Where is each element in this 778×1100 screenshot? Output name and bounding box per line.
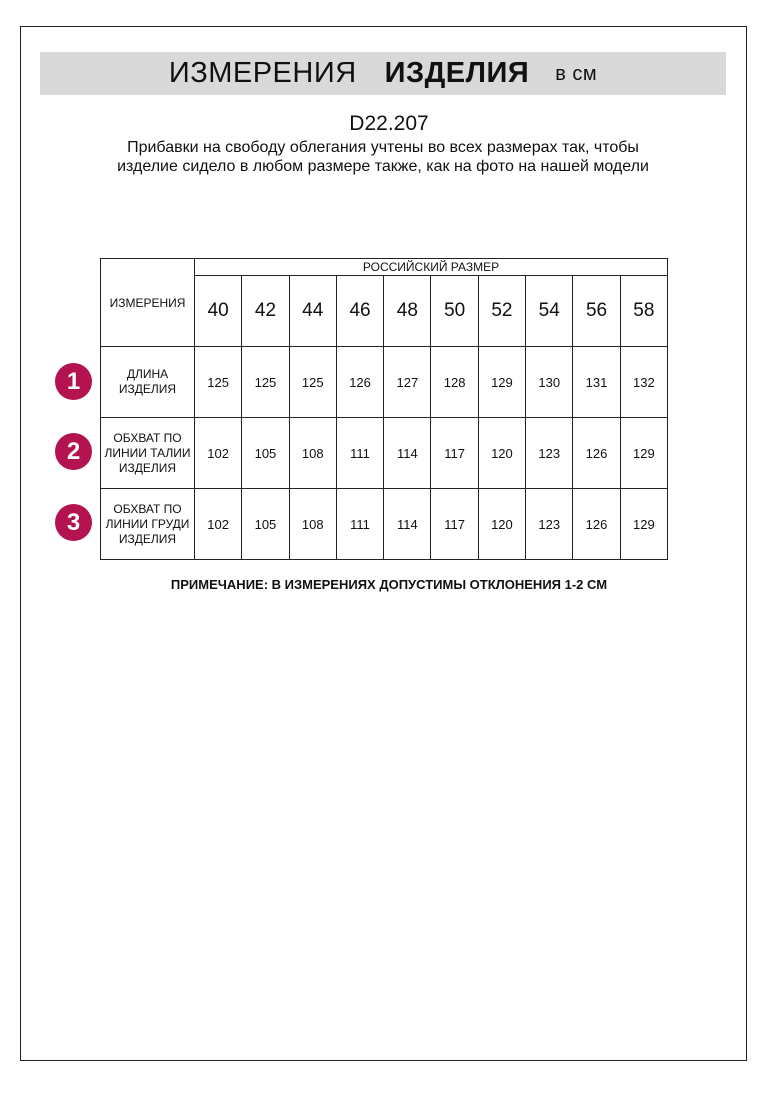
table-cell: 120 [478,418,525,489]
table-cell: 130 [526,347,573,418]
table-cell: 128 [431,347,478,418]
title-unit: в см [555,63,598,85]
table-cell: 102 [195,489,242,560]
row-marker-3: 3 [55,504,92,541]
table-cell: 108 [289,418,336,489]
product-description: Прибавки на свободу облегания учтены во всех размерах так, чтобы изделие сидело в любом размере также, как на фото на нашей модели [117,139,649,175]
size-header: 58 [620,276,667,347]
table-cell: 129 [620,489,667,560]
table-cell: 120 [478,489,525,560]
size-header: 56 [573,276,620,347]
table-cell: 129 [620,418,667,489]
size-table [100,258,668,560]
russian-size-header: РОССИЙСКИЙ РАЗМЕР [195,259,668,276]
row-marker-1: 1 [55,363,92,400]
table-cell: 105 [242,489,289,560]
table-cell: 111 [336,489,383,560]
size-header: 40 [195,276,242,347]
table-row-chest [101,489,668,560]
table-cell: 129 [478,347,525,418]
table-cell: 126 [336,347,383,418]
title-part-product: ИЗДЕЛИЯ [384,57,530,89]
table-cell: 127 [384,347,431,418]
tolerance-note: ПРИМЕЧАНИЕ: В ИЗМЕРЕНИЯХ ДОПУСТИМЫ ОТКЛОНЕНИЯ 1-2 СМ [170,577,608,592]
table-cell: 117 [431,489,478,560]
table-cell: 108 [289,489,336,560]
size-header: 50 [431,276,478,347]
table-cell: 102 [195,418,242,489]
table-cell: 125 [289,347,336,418]
row-marker-2: 2 [55,433,92,470]
size-header: 42 [242,276,289,347]
table-row-waist [101,418,668,489]
table-cell: 111 [336,418,383,489]
row-label: ДЛИНА ИЗДЕЛИЯ [101,347,195,418]
table-cell: 125 [242,347,289,418]
table-cell: 114 [384,418,431,489]
size-header: 46 [336,276,383,347]
size-header: 48 [384,276,431,347]
table-cell: 117 [431,418,478,489]
table-cell: 114 [384,489,431,560]
table-cell: 123 [526,418,573,489]
title-part-measurements: ИЗМЕРЕНИЯ [168,57,357,89]
product-code: D22.207 [349,112,429,135]
row-label: ОБХВАТ ПО ЛИНИИ ГРУДИ ИЗДЕЛИЯ [101,489,195,560]
size-header: 44 [289,276,336,347]
measurements-header: ИЗМЕРЕНИЯ [101,259,195,347]
table-cell: 131 [573,347,620,418]
table-cell: 123 [526,489,573,560]
table-cell: 105 [242,418,289,489]
table-cell: 125 [195,347,242,418]
table-row-length [101,347,668,418]
size-header: 54 [526,276,573,347]
table-cell: 132 [620,347,667,418]
page-title [40,52,726,95]
table-cell: 126 [573,418,620,489]
table-cell: 126 [573,489,620,560]
row-label: ОБХВАТ ПО ЛИНИИ ТАЛИИ ИЗДЕЛИЯ [101,418,195,489]
size-header: 52 [478,276,525,347]
